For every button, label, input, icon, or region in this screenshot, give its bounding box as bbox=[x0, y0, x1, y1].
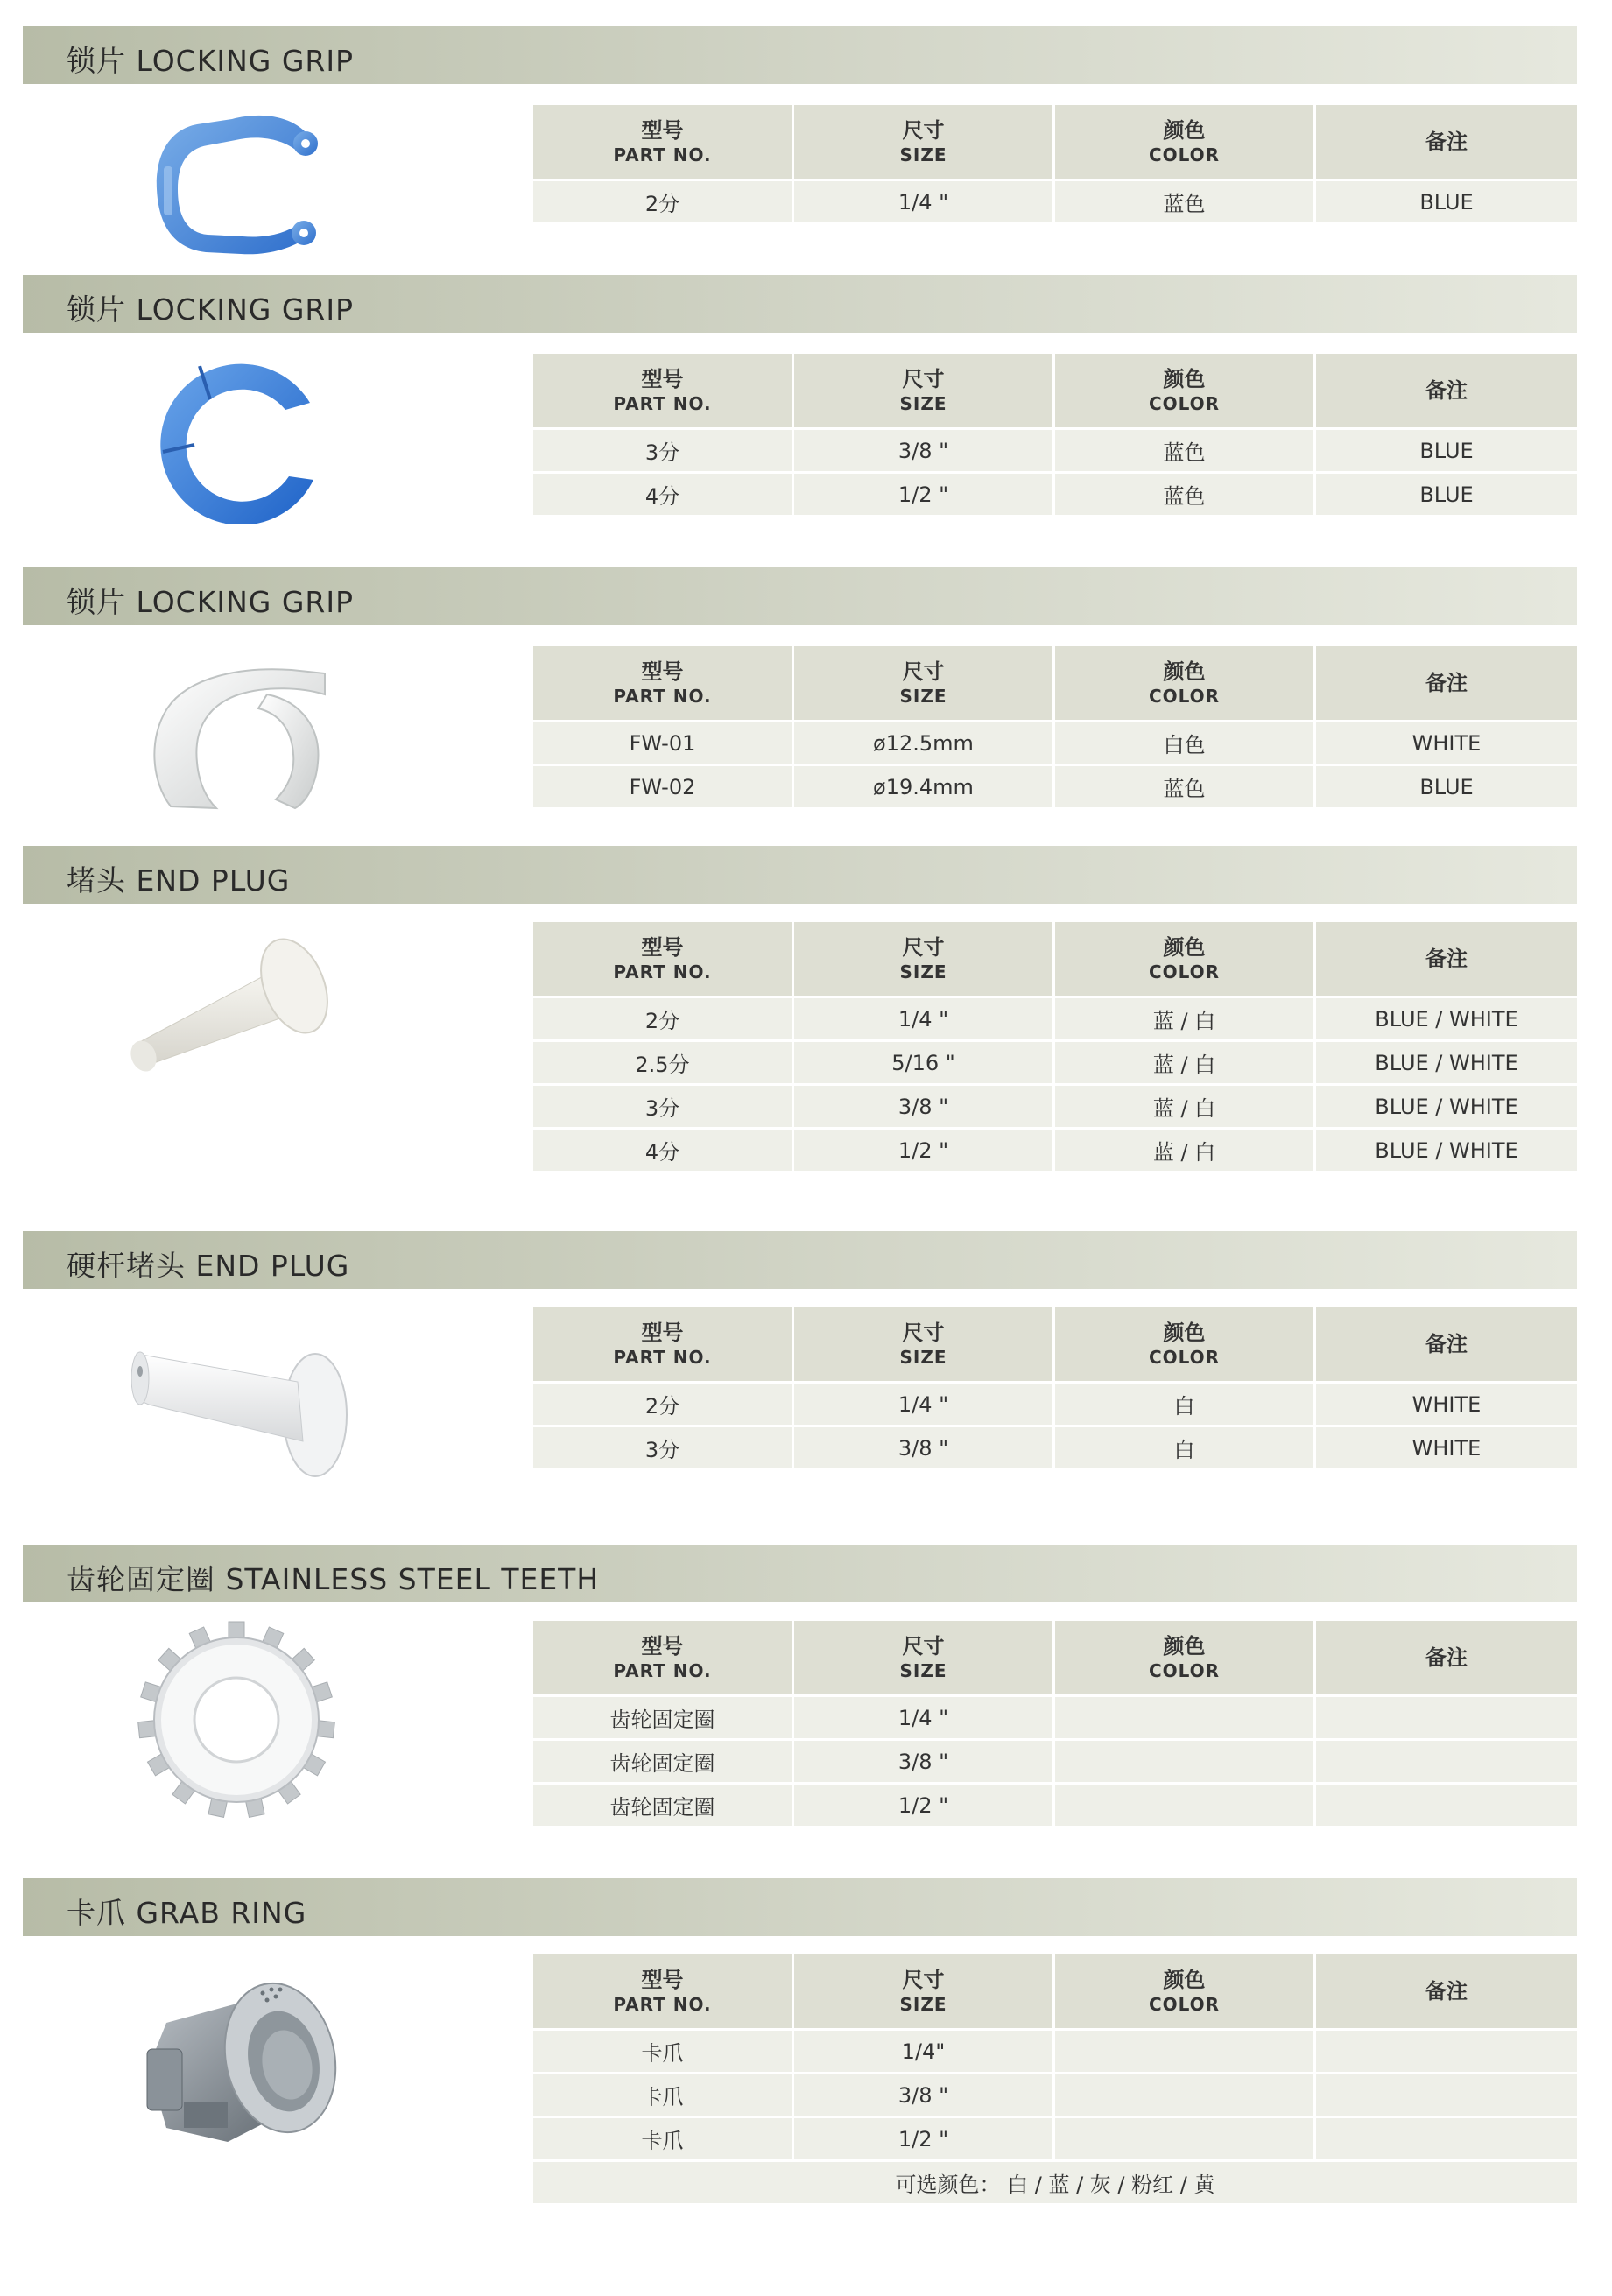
table-row bbox=[533, 2028, 1577, 2072]
table-row bbox=[533, 720, 1577, 764]
color-cell bbox=[1055, 2116, 1316, 2159]
size-cell: 3/8 " bbox=[794, 1425, 1055, 1468]
white-u-clip-icon bbox=[136, 659, 337, 817]
col-remark: 备注 bbox=[1316, 105, 1577, 179]
table-row bbox=[533, 1381, 1577, 1425]
color-cell: 白 bbox=[1055, 1381, 1316, 1425]
remark-cell: BLUE / WHITE bbox=[1316, 1039, 1577, 1083]
col-part-no: 型号 PART NO. bbox=[533, 105, 794, 179]
size-cell: 1/4 " bbox=[794, 1694, 1055, 1738]
size-cell: 1/2 " bbox=[794, 471, 1055, 515]
section-header bbox=[23, 1231, 1577, 1289]
col-remark: 备注 bbox=[1316, 1621, 1577, 1694]
remark-cell: WHITE bbox=[1316, 720, 1577, 764]
part-no-cell: 卡爪 bbox=[533, 2116, 794, 2159]
section-header bbox=[23, 846, 1577, 904]
color-cell: 蓝色 bbox=[1055, 471, 1316, 515]
section-header bbox=[23, 1545, 1577, 1602]
remark-cell bbox=[1316, 1782, 1577, 1826]
size-cell: 3/8 " bbox=[794, 1083, 1055, 1127]
col-size: 尺寸 SIZE bbox=[794, 1954, 1055, 2028]
remark-cell bbox=[1316, 2028, 1577, 2072]
remark-cell bbox=[1316, 2116, 1577, 2159]
size-cell: 1/4 " bbox=[794, 996, 1055, 1039]
part-no-cell: FW-01 bbox=[533, 720, 794, 764]
section-title: 齿轮固定圈 STAINLESS STEEL TEETH bbox=[67, 1562, 600, 1596]
size-cell: ø19.4mm bbox=[794, 764, 1055, 807]
table-row bbox=[533, 2072, 1577, 2116]
col-size: 尺寸 SIZE bbox=[794, 354, 1055, 427]
col-color: 颜色 COLOR bbox=[1055, 105, 1316, 179]
part-no-cell: 2分 bbox=[533, 996, 794, 1039]
table-row bbox=[533, 1083, 1577, 1127]
section-title: 硬杆堵头 END PLUG bbox=[67, 1249, 350, 1283]
section-header bbox=[23, 1878, 1577, 1936]
part-no-cell: 齿轮固定圈 bbox=[533, 1738, 794, 1782]
table-row bbox=[533, 1039, 1577, 1083]
col-color: 颜色 COLOR bbox=[1055, 1307, 1316, 1381]
remark-cell: BLUE bbox=[1316, 179, 1577, 222]
table-header-row bbox=[533, 1307, 1577, 1381]
spec-table bbox=[533, 354, 1577, 515]
remark-cell: BLUE bbox=[1316, 471, 1577, 515]
spec-table bbox=[533, 1621, 1577, 1826]
spec-table bbox=[533, 1954, 1577, 2203]
toothed-ring-icon bbox=[136, 1619, 337, 1821]
color-cell bbox=[1055, 2072, 1316, 2116]
remark-cell: BLUE bbox=[1316, 764, 1577, 807]
col-color: 颜色 COLOR bbox=[1055, 646, 1316, 720]
remark-cell bbox=[1316, 2072, 1577, 2116]
size-cell: 5/16 " bbox=[794, 1039, 1055, 1083]
section-title: 锁片 LOCKING GRIP bbox=[67, 292, 354, 327]
table-row bbox=[533, 179, 1577, 222]
part-no-cell: 2分 bbox=[533, 179, 794, 222]
table-row bbox=[533, 2116, 1577, 2159]
table-row bbox=[533, 427, 1577, 471]
section-title: 堵头 END PLUG bbox=[67, 863, 291, 898]
part-no-cell: FW-02 bbox=[533, 764, 794, 807]
color-cell: 蓝色 bbox=[1055, 427, 1316, 471]
table-header-row bbox=[533, 1954, 1577, 2028]
col-color: 颜色 COLOR bbox=[1055, 354, 1316, 427]
table-row bbox=[533, 1738, 1577, 1782]
color-cell: 蓝 / 白 bbox=[1055, 996, 1316, 1039]
color-cell bbox=[1055, 1782, 1316, 1826]
size-cell: 3/8 " bbox=[794, 2072, 1055, 2116]
spec-table bbox=[533, 922, 1577, 1171]
col-remark: 备注 bbox=[1316, 1954, 1577, 2028]
section-header bbox=[23, 275, 1577, 333]
part-no-cell: 3分 bbox=[533, 1425, 794, 1468]
part-no-cell: 齿轮固定圈 bbox=[533, 1782, 794, 1826]
color-cell: 白色 bbox=[1055, 720, 1316, 764]
part-no-cell: 齿轮固定圈 bbox=[533, 1694, 794, 1738]
color-cell: 蓝色 bbox=[1055, 764, 1316, 807]
color-options-note: 可选颜色： 白 / 蓝 / 灰 / 粉红 / 黄 bbox=[533, 2159, 1577, 2203]
col-remark: 备注 bbox=[1316, 1307, 1577, 1381]
table-header-row bbox=[533, 922, 1577, 996]
part-no-cell: 4分 bbox=[533, 471, 794, 515]
blue-c-clip-icon bbox=[144, 103, 328, 270]
part-no-cell: 2分 bbox=[533, 1381, 794, 1425]
size-cell: 1/4" bbox=[794, 2028, 1055, 2072]
color-cell bbox=[1055, 1738, 1316, 1782]
remark-cell: BLUE / WHITE bbox=[1316, 1127, 1577, 1171]
table-header-row bbox=[533, 354, 1577, 427]
col-color: 颜色 COLOR bbox=[1055, 922, 1316, 996]
part-no-cell: 4分 bbox=[533, 1127, 794, 1171]
blue-c-ring-icon bbox=[147, 349, 322, 524]
color-cell bbox=[1055, 2028, 1316, 2072]
col-size: 尺寸 SIZE bbox=[794, 105, 1055, 179]
col-size: 尺寸 SIZE bbox=[794, 646, 1055, 720]
section-title: 锁片 LOCKING GRIP bbox=[67, 585, 354, 619]
color-cell: 蓝 / 白 bbox=[1055, 1039, 1316, 1083]
col-size: 尺寸 SIZE bbox=[794, 1307, 1055, 1381]
stem-end-plug-icon bbox=[131, 1310, 359, 1485]
section-header bbox=[23, 567, 1577, 625]
color-cell: 蓝 / 白 bbox=[1055, 1083, 1316, 1127]
table-row bbox=[533, 1425, 1577, 1468]
table-header-row bbox=[533, 646, 1577, 720]
remark-cell bbox=[1316, 1694, 1577, 1738]
table-row bbox=[533, 996, 1577, 1039]
col-color: 颜色 COLOR bbox=[1055, 1954, 1316, 2028]
remark-cell: BLUE / WHITE bbox=[1316, 996, 1577, 1039]
size-cell: 3/8 " bbox=[794, 427, 1055, 471]
spec-table bbox=[533, 646, 1577, 807]
col-part-no: 型号 PART NO. bbox=[533, 1954, 794, 2028]
color-cell: 蓝 / 白 bbox=[1055, 1127, 1316, 1171]
part-no-cell: 3分 bbox=[533, 427, 794, 471]
col-size: 尺寸 SIZE bbox=[794, 922, 1055, 996]
color-cell: 蓝色 bbox=[1055, 179, 1316, 222]
col-part-no: 型号 PART NO. bbox=[533, 922, 794, 996]
size-cell: 1/4 " bbox=[794, 179, 1055, 222]
part-no-cell: 卡爪 bbox=[533, 2072, 794, 2116]
remark-cell: WHITE bbox=[1316, 1425, 1577, 1468]
col-color: 颜色 COLOR bbox=[1055, 1621, 1316, 1694]
table-row bbox=[533, 1127, 1577, 1171]
col-remark: 备注 bbox=[1316, 354, 1577, 427]
part-no-cell: 2.5分 bbox=[533, 1039, 794, 1083]
remark-cell: WHITE bbox=[1316, 1381, 1577, 1425]
color-cell bbox=[1055, 1694, 1316, 1738]
size-cell: 1/2 " bbox=[794, 1127, 1055, 1171]
col-part-no: 型号 PART NO. bbox=[533, 646, 794, 720]
color-cell: 白 bbox=[1055, 1425, 1316, 1468]
section-header bbox=[23, 26, 1577, 84]
table-note-row bbox=[533, 2159, 1577, 2203]
table-row bbox=[533, 1782, 1577, 1826]
size-cell: 1/2 " bbox=[794, 2116, 1055, 2159]
section-title: 锁片 LOCKING GRIP bbox=[67, 44, 354, 78]
size-cell: 1/4 " bbox=[794, 1381, 1055, 1425]
col-size: 尺寸 SIZE bbox=[794, 1621, 1055, 1694]
remark-cell bbox=[1316, 1738, 1577, 1782]
end-plug-icon bbox=[123, 933, 350, 1074]
col-remark: 备注 bbox=[1316, 922, 1577, 996]
section-title: 卡爪 GRAB RING bbox=[67, 1896, 307, 1930]
col-part-no: 型号 PART NO. bbox=[533, 1307, 794, 1381]
table-row bbox=[533, 1694, 1577, 1738]
spec-table bbox=[533, 105, 1577, 222]
table-header-row bbox=[533, 1621, 1577, 1694]
col-part-no: 型号 PART NO. bbox=[533, 1621, 794, 1694]
table-row bbox=[533, 471, 1577, 515]
size-cell: 1/2 " bbox=[794, 1782, 1055, 1826]
remark-cell: BLUE / WHITE bbox=[1316, 1083, 1577, 1127]
size-cell: 3/8 " bbox=[794, 1738, 1055, 1782]
part-no-cell: 3分 bbox=[533, 1083, 794, 1127]
remark-cell: BLUE bbox=[1316, 427, 1577, 471]
part-no-cell: 卡爪 bbox=[533, 2028, 794, 2072]
table-header-row bbox=[533, 105, 1577, 179]
col-part-no: 型号 PART NO. bbox=[533, 354, 794, 427]
col-remark: 备注 bbox=[1316, 646, 1577, 720]
grab-ring-icon bbox=[131, 1970, 341, 2154]
table-row bbox=[533, 764, 1577, 807]
size-cell: ø12.5mm bbox=[794, 720, 1055, 764]
spec-table bbox=[533, 1307, 1577, 1468]
